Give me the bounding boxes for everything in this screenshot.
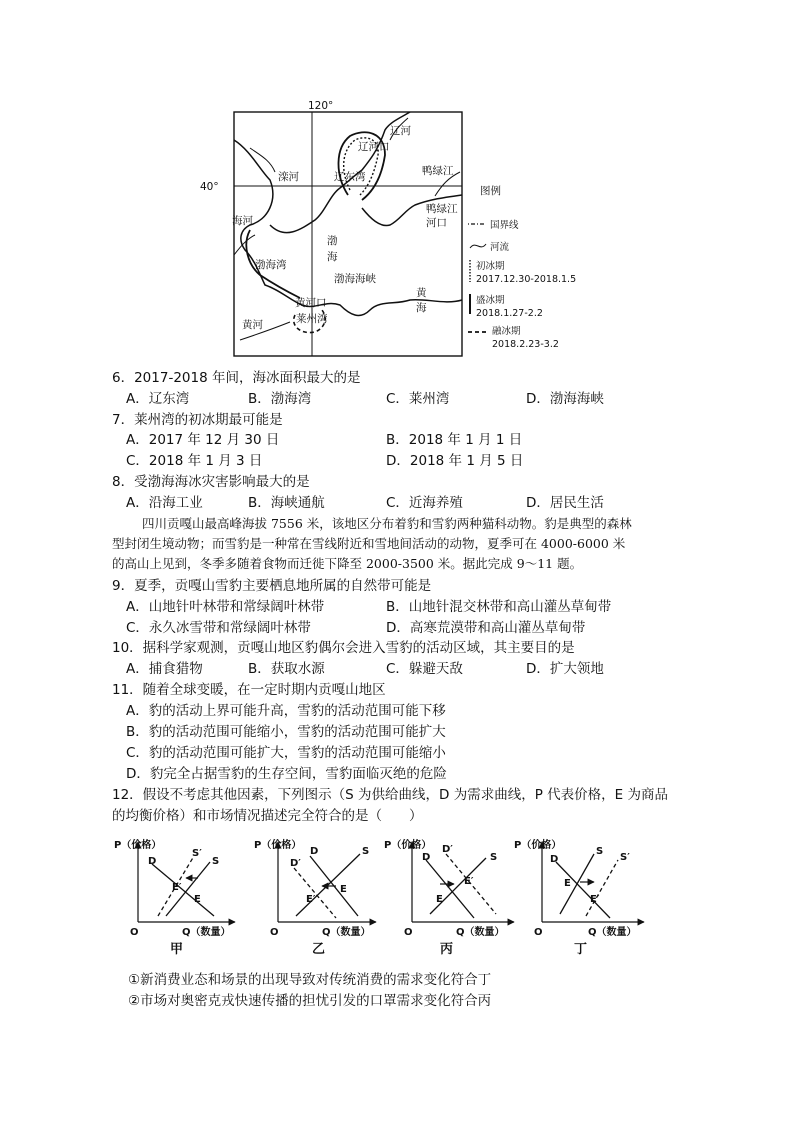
graph-jia-label-E-prime: E′ [172, 882, 182, 893]
legend-river-symbol [470, 244, 486, 248]
graph-yi-y-label: P（价格） [254, 840, 302, 851]
graph-bing-label-D-prime: D′ [442, 844, 453, 855]
label-huanghekou: 黄河口 [295, 297, 327, 309]
q10-option-d: D．扩大领地 [526, 661, 604, 677]
graph-jia [114, 838, 235, 957]
bohai-sea-ice-map [200, 100, 577, 362]
map-frame [234, 112, 462, 356]
graph-jia-origin: O [130, 927, 139, 938]
q11-option-d: D．豹完全占据雪豹的生存空间，雪豹面临灭绝的危险 [126, 766, 447, 782]
graph-yi-name: 乙 [312, 942, 326, 957]
graph-bing-label-E: E [436, 894, 443, 905]
legend-title: 图例 [480, 185, 501, 197]
label-luanhe: 滦河 [278, 171, 299, 183]
label-laizhouwan: 莱州湾 [296, 313, 328, 325]
graph-yi-label-D: D [310, 846, 319, 857]
q8-option-a: A．沿海工业 [126, 495, 203, 511]
q9-option-b: B．山地针混交林带和高山灌丛草甸带 [386, 599, 612, 615]
graph-yi-label-S: S [362, 846, 370, 857]
q11-stem: 11．随着全球变暖，在一定时期内贡嘎山地区 [112, 682, 386, 698]
legend-initial-label: 初冰期 [476, 261, 505, 272]
graph-yi-label-E-prime: E′ [306, 894, 316, 905]
graph-yi-curve-D-prime [294, 868, 336, 918]
label-liaohekou: 辽河口 [358, 141, 390, 153]
q7-option-b: B．2018 年 1 月 1 日 [386, 432, 523, 448]
graph-bing [384, 838, 514, 957]
graph-yi-label-D-prime: D′ [290, 858, 301, 869]
graph-ding-label-E: E [564, 878, 571, 889]
q8-option-b: B．海峡通航 [248, 495, 325, 511]
q8-option-d: D．居民生活 [526, 495, 604, 511]
graph-ding-name: 丁 [574, 942, 588, 957]
graph-yi [254, 838, 376, 957]
graph-bing-label-E-prime: E′ [464, 876, 474, 887]
label-bohaihaixia: 渤海海峡 [334, 273, 376, 285]
graph-bing-y-label: P（价格） [384, 840, 432, 851]
graph-bing-curve-D [426, 860, 474, 918]
q10-option-b: B．获取水源 [248, 661, 325, 677]
q6-option-a: A．辽东湾 [126, 391, 190, 407]
lon-label: 120° [308, 100, 334, 112]
q11-option-c: C．豹的活动范围可能扩大，雪豹的活动范围可能缩小 [126, 745, 446, 761]
label-bohaiwan: 渤海湾 [255, 259, 287, 271]
q10-stem: 10．据科学家观测，贡嘎山地区豹偶尔会进入雪豹的活动区域，其主要目的是 [112, 640, 575, 656]
q7-option-a: A．2017 年 12 月 30 日 [126, 432, 280, 448]
graph-jia-y-label: P（价格） [114, 840, 162, 851]
graph-ding-label-S: S [596, 846, 604, 857]
graph-jia-label-S-prime: S′ [192, 848, 202, 859]
graph-yi-origin: O [270, 927, 279, 938]
label-yalujiang: 鸭绿江 [422, 165, 454, 177]
q9-option-c: C．永久冰雪带和常绿阔叶林带 [126, 620, 311, 636]
legend-border: 国界线 [490, 220, 519, 231]
legend-river: 河流 [490, 242, 510, 253]
q7-option-d: D．2018 年 1 月 5 日 [386, 453, 524, 469]
q6-option-c: C．莱州湾 [386, 391, 450, 407]
graph-ding-label-E-prime: E′ [590, 894, 600, 905]
graph-jia-label-D: D [148, 856, 157, 867]
q8-stem: 8．受渤海海冰灾害影响最大的是 [112, 474, 310, 490]
graph-yi-x-label: Q（数量） [322, 927, 371, 938]
passage-line-3: 的高山上见到，冬季多随着食物而迁徙下降至 2000-3500 米。据此完成 9～11 题。 [112, 556, 583, 571]
graph-ding-curve-S-prime [586, 860, 618, 916]
label-bohai-1: 渤 [327, 235, 338, 247]
q11-option-b: B．豹的活动范围可能缩小，雪豹的活动范围可能扩大 [126, 724, 446, 740]
graph-bing-name: 丙 [440, 942, 454, 957]
graph-ding-origin: O [534, 927, 543, 938]
q12-statement-1: ①新消费业态和场景的出现导致对传统消费的需求变化符合丁 [128, 972, 492, 988]
label-yalujiang-estuary-2: 河口 [426, 217, 447, 229]
graph-jia-x-label: Q（数量） [182, 927, 231, 938]
q11-option-a: A．豹的活动上界可能升高，雪豹的活动范围可能下移 [126, 703, 446, 719]
graph-ding [514, 838, 644, 957]
label-yalujiang-estuary-1: 鸭绿江 [426, 203, 458, 215]
passage-line-1: 四川贡嘎山最高峰海拔 7556 米，该地区分布着豹和雪豹两种猫科动物。豹是典型的森林 [142, 516, 632, 531]
graph-bing-curve-S [430, 858, 486, 914]
graph-ding-y-label: P（价格） [514, 840, 562, 851]
q12-statement-2: ②市场对奥密克戎快速传播的担忧引发的口罩需求变化符合丙 [128, 993, 492, 1009]
q8-option-c: C．近海养殖 [386, 495, 463, 511]
legend-peak-label: 盛冰期 [476, 295, 505, 306]
label-haihe: 海河 [232, 215, 253, 227]
label-huanghe: 黄河 [242, 319, 263, 331]
graph-jia-label-E: E [194, 894, 201, 905]
graph-jia-curve-D [152, 864, 214, 916]
label-bohai-2: 海 [327, 251, 338, 263]
legend-initial-dates: 2017.12.30-2018.1.5 [476, 274, 577, 285]
q7-stem: 7．莱州湾的初冰期最可能是 [112, 412, 283, 428]
q10-option-a: A．捕食猎物 [126, 661, 203, 677]
q9-stem: 9．夏季，贡嘎山雪豹主要栖息地所属的自然带可能是 [112, 578, 432, 594]
label-liaohe: 辽河 [390, 125, 411, 137]
graph-ding-label-S-prime: S′ [620, 852, 630, 863]
q12-stem-line-1: 12．假设不考虑其他因素，下列图示（S 为供给曲线，D 为需求曲线，P 代表价格，E 为商品 [112, 787, 668, 803]
supply-demand-graphs [110, 834, 670, 960]
graph-bing-label-S: S [490, 852, 498, 863]
graph-yi-label-E: E [340, 884, 347, 895]
graph-jia-name: 甲 [170, 942, 184, 957]
label-huanghai-2: 海 [416, 302, 427, 314]
q9-option-d: D．高寒荒漠带和高山灌丛草甸带 [386, 620, 586, 636]
graph-ding-curve-D [556, 862, 610, 918]
legend-peak-dates: 2018.1.27-2.2 [476, 308, 543, 319]
q6-stem: 6．2017-2018 年间，海冰面积最大的是 [112, 370, 361, 386]
graph-bing-x-label: Q（数量） [456, 927, 505, 938]
graph-bing-origin: O [404, 927, 413, 938]
lat-label: 40° [200, 181, 219, 193]
label-liaodongwan: 辽东湾 [334, 171, 366, 183]
q9-option-a: A．山地针叶林带和常绿阔叶林带 [126, 599, 325, 615]
graph-jia-label-S: S [212, 856, 220, 867]
graph-ding-x-label: Q（数量） [588, 927, 637, 938]
graph-ding-label-D: D [550, 854, 559, 865]
q10-option-c: C．躲避天敌 [386, 661, 463, 677]
q6-option-d: D．渤海海峡 [526, 391, 604, 407]
label-huanghai-1: 黄 [416, 287, 427, 299]
q7-option-c: C．2018 年 1 月 3 日 [126, 453, 263, 469]
legend-melt-label: 融冰期 [492, 326, 521, 337]
q12-stem-line-2: 的均衡价格）和市场情况描述完全符合的是（ ） [112, 808, 423, 824]
passage-line-2: 型封闭生境动物；而雪豹是一种常在雪线附近和雪地间活动的动物，夏季可在 4000-6000 米 [112, 536, 626, 551]
q6-option-b: B．渤海湾 [248, 391, 312, 407]
legend-melt-dates: 2018.2.23-3.2 [492, 339, 559, 350]
graph-bing-label-D: D [422, 852, 431, 863]
